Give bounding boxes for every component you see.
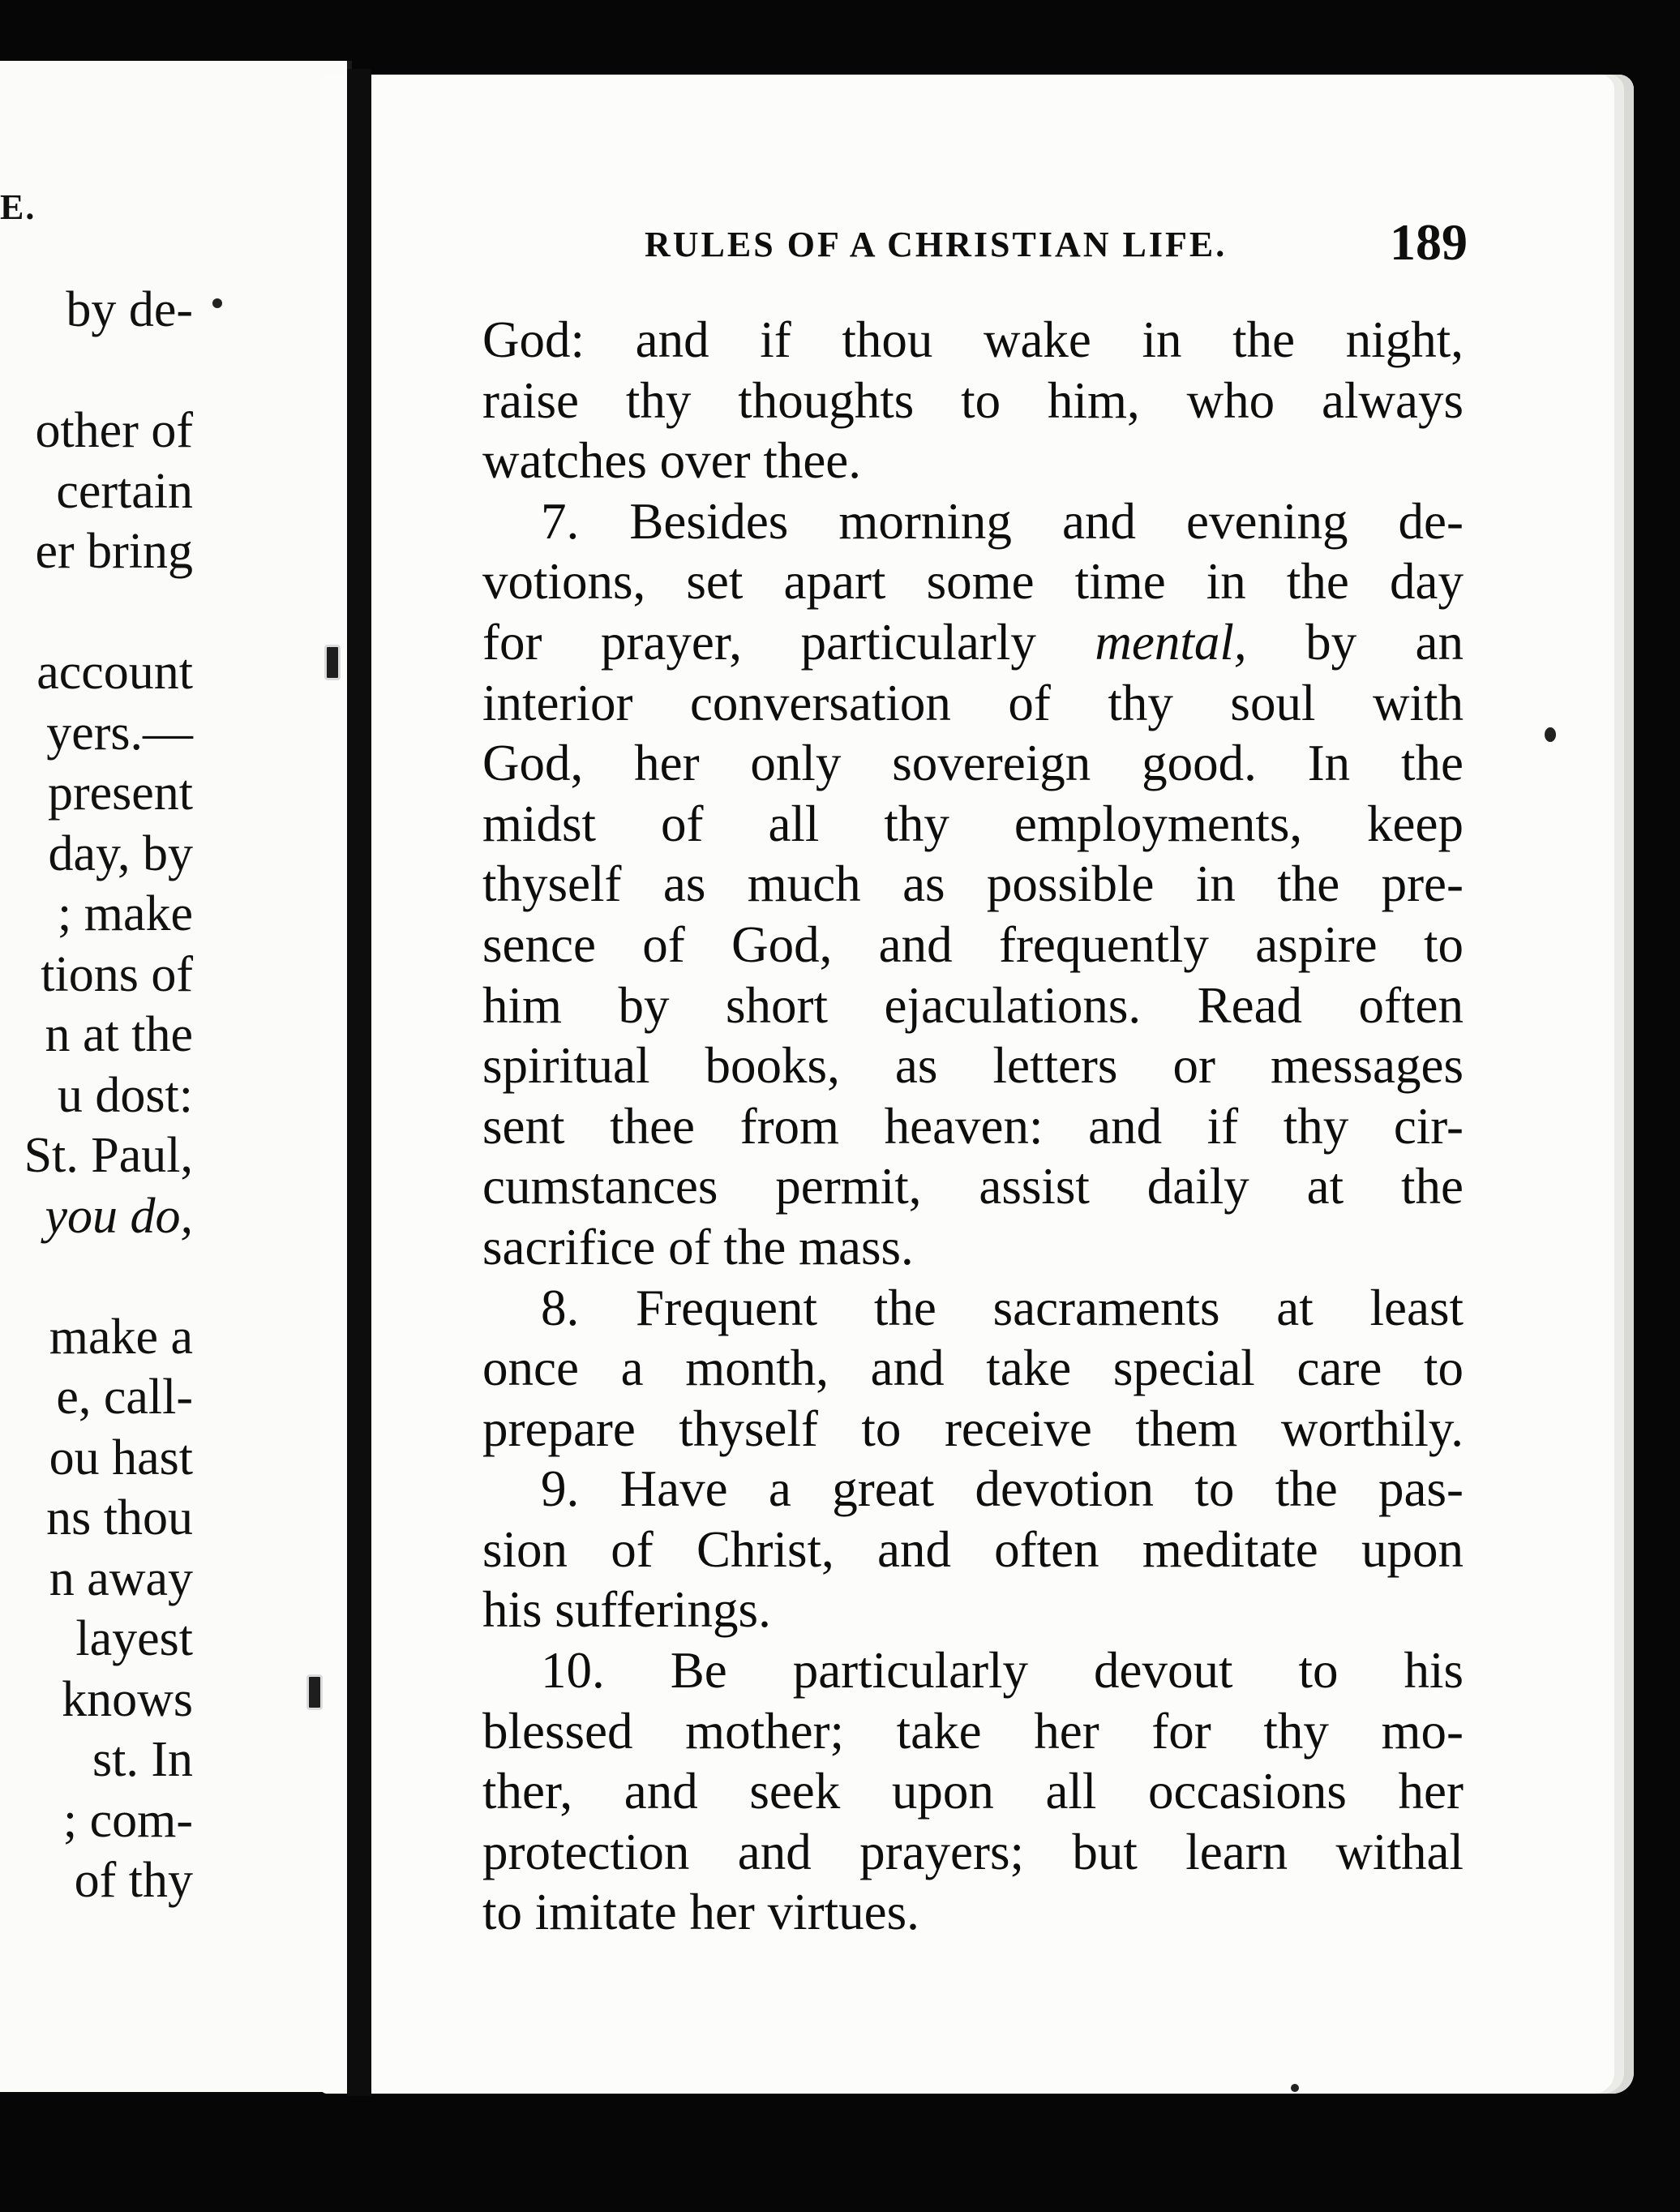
text-line: his sufferings.: [482, 1581, 771, 1639]
text-line: sent thee from heaven: and if thy cir-: [482, 1097, 1464, 1155]
left-line: [0, 582, 193, 643]
text-line: God: and if thou wake in the night,: [482, 311, 1464, 368]
left-line: ou hast: [49, 1430, 193, 1485]
text-line: sacrifice of the mass.: [482, 1218, 914, 1275]
text-line: blessed mother; take her for thy mo-: [482, 1702, 1464, 1760]
left-line: other of: [35, 403, 193, 458]
text-line: protection and prayers; but learn withal: [482, 1823, 1464, 1880]
main-text-block: [482, 310, 1464, 1943]
text-line: once a month, and take special care to: [482, 1340, 1464, 1397]
text-line: prepare thyself to receive them worthily.: [482, 1400, 1464, 1457]
text-span: by an: [1305, 613, 1464, 671]
running-title: RULES OF A CHRISTIAN LIFE.: [645, 225, 1228, 264]
text-line: [482, 612, 1464, 673]
left-page: [0, 61, 352, 2092]
text-line: God, her only sovereign good. In the: [482, 735, 1464, 792]
right-page: [320, 75, 1634, 2094]
left-line: of thy: [74, 1853, 193, 1908]
binding-stitch: [324, 645, 341, 680]
text-line: 7. Besides morning and evening de-: [541, 492, 1464, 550]
left-line: day, by: [48, 825, 193, 881]
text-line: interior conversation of thy soul with: [482, 674, 1464, 731]
left-text-block: [0, 280, 193, 1911]
left-line: knows: [62, 1671, 193, 1727]
left-line: ns thou: [46, 1490, 193, 1545]
text-line: to imitate her virtues.: [482, 1884, 919, 1941]
page-number: 189: [1390, 213, 1468, 271]
left-line: you do,: [45, 1188, 193, 1244]
book-binding: [347, 69, 371, 2096]
text-line: spiritual books, as letters or messages: [482, 1037, 1464, 1095]
left-line: n away: [49, 1550, 193, 1606]
text-line: thyself as much as possible in the pre-: [482, 855, 1464, 913]
left-line: St. Paul,: [24, 1128, 193, 1183]
text-line: watches over thee.: [482, 432, 862, 490]
scan-speck: [1291, 2084, 1299, 2092]
text-line: sence of God, and frequently aspire to: [482, 915, 1464, 973]
running-head: [645, 212, 1468, 285]
left-line: er bring: [35, 524, 193, 579]
left-line: yers.—: [46, 705, 193, 761]
left-line: e, call-: [56, 1370, 193, 1425]
left-line: certain: [56, 463, 193, 519]
text-line: ther, and seek upon all occasions her: [482, 1763, 1464, 1820]
left-line: [0, 341, 193, 401]
left-line: n at the: [45, 1007, 193, 1062]
left-line: account: [36, 645, 193, 700]
left-line: ; make: [58, 886, 193, 941]
left-line: by de-: [66, 282, 193, 337]
text-line: raise thy thoughts to him, who always: [482, 371, 1464, 429]
left-running-head-fragment: E.: [0, 187, 36, 227]
text-line: cumstances permit, assist daily at the: [482, 1158, 1464, 1215]
left-line: u dost:: [57, 1067, 193, 1123]
text-line: 9. Have a great devotion to the pas-: [541, 1460, 1464, 1518]
text-line: sion of Christ, and often meditate upon: [482, 1520, 1464, 1578]
text-span: for prayer, particularly: [482, 613, 1036, 671]
left-line: present: [47, 765, 193, 821]
left-line: [0, 1246, 193, 1307]
text-line: votions, set apart some time in the day: [482, 553, 1464, 611]
text-line: 10. Be particularly devout to his: [541, 1642, 1464, 1700]
italic-word: mental,: [1095, 613, 1247, 671]
scan-speck: [1545, 727, 1556, 742]
left-line: layest: [75, 1611, 193, 1666]
binding-stitch: [306, 1674, 323, 1710]
left-line: st. In: [92, 1732, 193, 1787]
text-line: midst of all thy employments, keep: [482, 795, 1464, 852]
text-line: 8. Frequent the sacraments at least: [541, 1279, 1464, 1336]
left-line: tions of: [41, 946, 193, 1002]
left-line: make a: [49, 1309, 193, 1365]
left-line: ; com-: [62, 1792, 193, 1848]
scan-speck: [212, 298, 222, 308]
text-line: him by short ejaculations. Read often: [482, 976, 1464, 1034]
